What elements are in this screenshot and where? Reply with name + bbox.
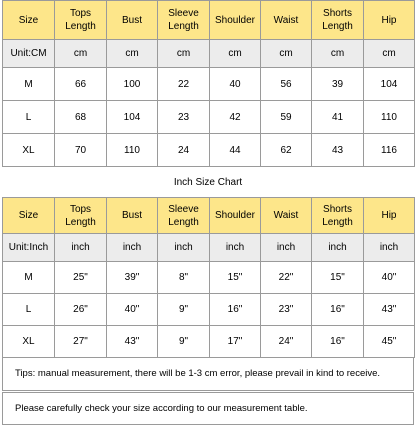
cm-header-row	[3, 1, 415, 40]
table-cell: 25"	[55, 262, 107, 294]
header-cell: Shoulder	[210, 1, 261, 40]
unit-cell: inch	[210, 234, 261, 262]
table-cell: 15"	[312, 262, 364, 294]
header-cell: Size	[3, 198, 55, 234]
table-cell: 40"	[364, 262, 415, 294]
unit-cell: cm	[107, 40, 158, 68]
inch-size-table	[2, 197, 415, 358]
table-cell: 17"	[210, 326, 261, 358]
unit-cell: Unit:Inch	[3, 234, 55, 262]
unit-cell: cm	[158, 40, 210, 68]
table-row	[3, 262, 415, 294]
table-cell: 24	[158, 134, 210, 167]
table-cell: 41	[312, 101, 364, 134]
unit-cell: inch	[312, 234, 364, 262]
header-cell: Shorts Length	[312, 198, 364, 234]
table-cell: XL	[3, 326, 55, 358]
unit-cell: inch	[364, 234, 415, 262]
table-cell: 104	[107, 101, 158, 134]
unit-cell: cm	[55, 40, 107, 68]
header-cell: Sleeve Length	[158, 198, 210, 234]
table-cell: 23	[158, 101, 210, 134]
table-row	[3, 294, 415, 326]
unit-cell: cm	[312, 40, 364, 68]
table-cell: 16"	[312, 294, 364, 326]
table-cell: M	[3, 262, 55, 294]
inch-unit-row	[3, 234, 415, 262]
table-cell: 8"	[158, 262, 210, 294]
table-cell: 59	[261, 101, 312, 134]
table-cell: 24"	[261, 326, 312, 358]
unit-cell: cm	[261, 40, 312, 68]
header-cell: Hip	[364, 198, 415, 234]
header-cell: Shoulder	[210, 198, 261, 234]
table-cell: L	[3, 101, 55, 134]
table-cell: M	[3, 68, 55, 101]
table-cell: 27"	[55, 326, 107, 358]
table-cell: 43"	[364, 294, 415, 326]
table-cell: XL	[3, 134, 55, 167]
table-row	[3, 134, 415, 167]
unit-cell: cm	[364, 40, 415, 68]
table-row	[3, 101, 415, 134]
table-cell: 9"	[158, 326, 210, 358]
header-cell: Waist	[261, 1, 312, 40]
table-cell: 110	[107, 134, 158, 167]
measurement-tip: Tips: manual measurement, there will be 1-3 cm error, please prevail in kind to receive.	[2, 357, 414, 391]
table-cell: 68	[55, 101, 107, 134]
header-cell: Bust	[107, 1, 158, 40]
table-cell: 110	[364, 101, 415, 134]
unit-cell: inch	[261, 234, 312, 262]
header-cell: Shorts Length	[312, 1, 364, 40]
table-cell: 16"	[210, 294, 261, 326]
header-cell: Sleeve Length	[158, 1, 210, 40]
size-check-note: Please carefully check your size according to our measurement table.	[2, 392, 414, 425]
unit-cell: inch	[158, 234, 210, 262]
table-cell: 9"	[158, 294, 210, 326]
unit-cell: inch	[107, 234, 158, 262]
table-cell: L	[3, 294, 55, 326]
header-cell: Tops Length	[55, 1, 107, 40]
table-cell: 43"	[107, 326, 158, 358]
cm-unit-row	[3, 40, 415, 68]
header-cell: Waist	[261, 198, 312, 234]
table-cell: 22	[158, 68, 210, 101]
table-cell: 22"	[261, 262, 312, 294]
header-cell: Tops Length	[55, 198, 107, 234]
inch-header-row	[3, 198, 415, 234]
table-cell: 66	[55, 68, 107, 101]
table-cell: 45"	[364, 326, 415, 358]
table-cell: 39"	[107, 262, 158, 294]
table-cell: 15"	[210, 262, 261, 294]
table-row	[3, 68, 415, 101]
table-cell: 40	[210, 68, 261, 101]
table-cell: 56	[261, 68, 312, 101]
table-cell: 62	[261, 134, 312, 167]
header-cell: Bust	[107, 198, 158, 234]
header-cell: Size	[3, 1, 55, 40]
unit-cell: Unit:CM	[3, 40, 55, 68]
table-cell: 70	[55, 134, 107, 167]
table-cell: 42	[210, 101, 261, 134]
table-cell: 43	[312, 134, 364, 167]
table-cell: 116	[364, 134, 415, 167]
unit-cell: cm	[210, 40, 261, 68]
table-row	[3, 326, 415, 358]
table-cell: 26"	[55, 294, 107, 326]
table-cell: 104	[364, 68, 415, 101]
table-cell: 40"	[107, 294, 158, 326]
table-cell: 23"	[261, 294, 312, 326]
header-cell: Hip	[364, 1, 415, 40]
table-cell: 44	[210, 134, 261, 167]
table-cell: 16"	[312, 326, 364, 358]
unit-cell: inch	[55, 234, 107, 262]
table-cell: 100	[107, 68, 158, 101]
inch-chart-caption: Inch Size Chart	[173, 177, 243, 188]
table-cell: 39	[312, 68, 364, 101]
cm-size-table	[2, 0, 415, 167]
